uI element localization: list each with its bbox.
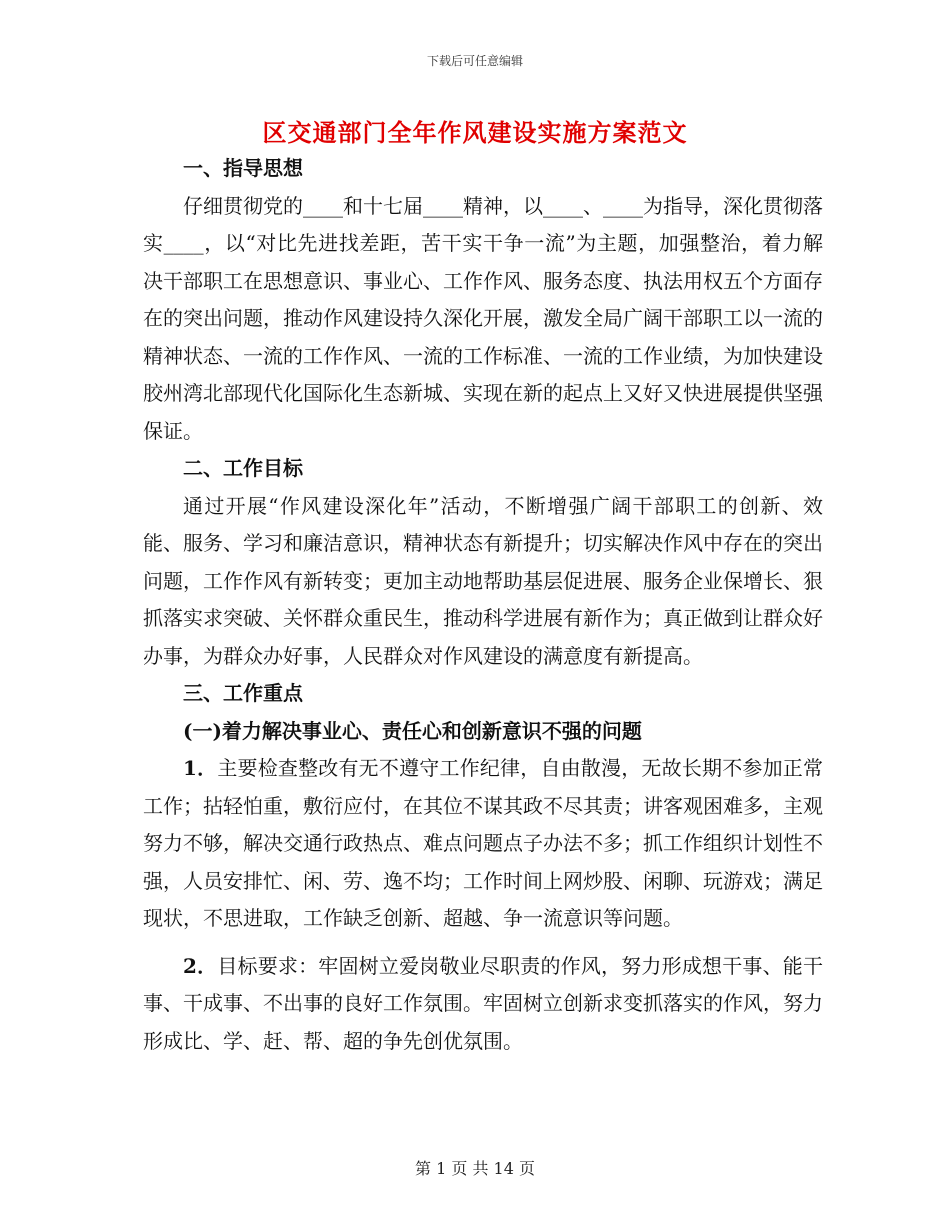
item-1-paragraph [143, 750, 823, 938]
header-note: 下载后可任意编辑 [426, 54, 523, 68]
item-1-number: 1． [183, 756, 218, 780]
section-1-paragraph: 仔细贯彻党的____和十七届____精神，以____、____为指导，深化贯彻落实____，以“对比先进找差距，苦干实干争一流”为主题，加强整治，着力解决干部职工在思想意识、事业心、工作作风、服务态度、执法用权五个方面存在的突出问题，推动作风建设持久深化开展，激发全局广阔干部职工以一流的精神状态、一流的工作作风、一流的工作标准、一流的工作业绩，为加快建设胶州湾北部现代化国际化生态新城、实现在新的起点上又好又快进展提供坚强保证。 [143, 193, 823, 443]
section-2-heading: 二、工作目标 [183, 456, 303, 480]
document-body [143, 150, 823, 1060]
section-1-heading: 一、指导思想 [183, 156, 303, 180]
item-1-text: 主要检查整改有无不遵守工作纪律，自由散漫，无故长期不参加正常工作；拈轻怕重，敷衍应付，在其位不谋其政不尽其责；讲客观困难多，主观努力不够，解决交通行政热点、难点问题点子办法不多；抓工作组织计划性不强，人员安排忙、闲、劳、逸不均；工作时间上网炒股、闲聊、玩游戏；满足现状，不思进取，工作缺乏创新、超越、争一流意识等问题。 [143, 756, 823, 930]
section-3-heading: 三、工作重点 [183, 681, 303, 705]
document-title: 区交通部门全年作风建设实施方案范文 [262, 118, 688, 147]
page-number-footer: 第 1 页 共 14 页 [415, 1159, 535, 1178]
item-2-text: 目标要求：牢固树立爱岗敬业尽职责的作风，努力形成想干事、能干事、干成事、不出事的良好工作氛围。牢固树立创新求变抓落实的作风，努力形成比、学、赶、帮、超的争先创优氛围。 [143, 953, 823, 1053]
section-3-subheading-1: (一)着力解决事业心、责任心和创新意识不强的问题 [183, 718, 642, 743]
item-2-number: 2． [183, 953, 218, 978]
item-2-paragraph [143, 948, 823, 1061]
section-2-paragraph: 通过开展“作风建设深化年”活动，不断增强广阔干部职工的创新、效能、服务、学习和廉洁意识，精神状态有新提升；切实解决作风中存在的突出问题，工作作风有新转变；更加主动地帮助基层促进展、服务企业保增长、狠抓落实求突破、关怀群众重民生，推动科学进展有新作为；真正做到让群众好办事，为群众办好事，人民群众对作风建设的满意度有新提高。 [143, 493, 823, 668]
